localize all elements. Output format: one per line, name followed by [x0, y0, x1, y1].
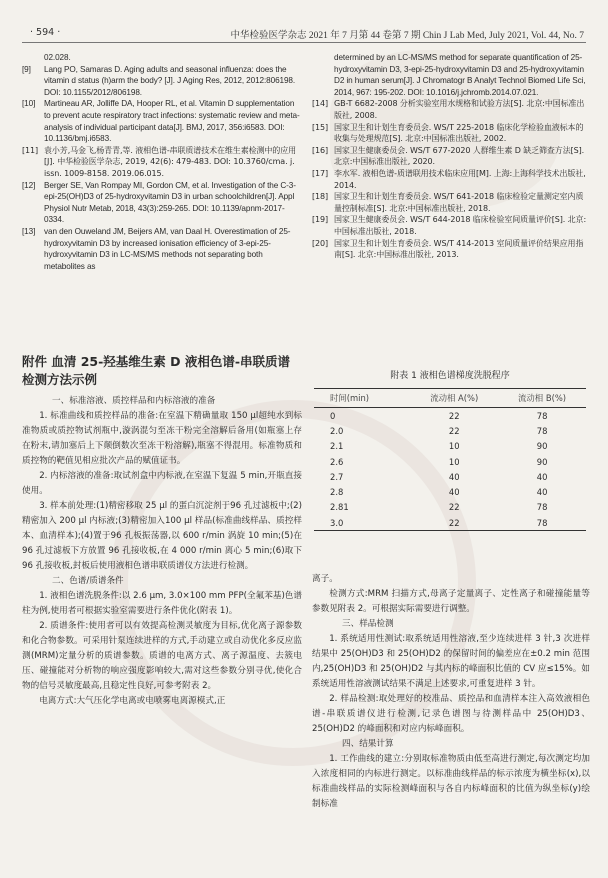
table-header-cell: 流动相 A(%) — [410, 389, 498, 408]
paragraph: 2. 内标溶液的准备:取试剂盒中内标液,在室温下复温 5 min,开瓶直接使用。 — [22, 471, 302, 496]
table-header-row — [314, 389, 586, 408]
table-row: 2.0 22 78 — [330, 425, 548, 436]
reference-item: [20] 国家卫生和计划生育委员会. WS/T 414-2013 室间质量评价结果应用指南[S]. 北京:中国标准出版社, 2013. — [312, 238, 584, 260]
paragraph: 2. 样品检测:取处理好的校准品、质控品和血清样本注入高效液相色谱-串联质谱仪进行检测,记录色谱图与待测样品中 25(OH)D3、25(OH)D2 的峰面积和对应内标峰面积。 — [312, 694, 590, 734]
table-row: 2.1 10 90 — [330, 441, 548, 452]
appendix-body — [22, 394, 302, 709]
reference-item: [17] 李水军. 液相色谱-质谱联用技术临床应用[M]. 上海:上海科学技术出版社, 2014. — [312, 168, 586, 190]
table-row: 2.81 22 78 — [330, 502, 548, 513]
reference-item: determined by an LC-MS/MS method for separate quantification of 25-hydroxyvitamin D3, 3-epi-25-hydroxyvitamin D3 and 25-hydroxyvitamin D2 in human serum[J]. J Chromatogr B Analyt Technol Biomed Life Sci, 2014, 967: 195-202. DOI: 10.1016/j.jchromb.2014.07.021. — [334, 53, 586, 97]
table-row: 2.6 10 90 — [330, 456, 548, 467]
reference-item: [11] 袁小芳,马金飞,杨青青,等. 液相色谱-串联质谱技术在维生素检测中的应用[J]. 中华检验医学杂志, 2019, 42(6): 479-483. DOI: 10.3760/cma. j. issn. 1009-8158. 2019.06.015. — [22, 145, 296, 178]
paragraph: 1. 标准曲线和质控样品的准备:在室温下精确量取 150 μl超纯水到标准物质或质控物试剂瓶中,漩涡混匀至冻干粉完全溶解后备用(如瓶塞上存在粉末,请加塞后上下颠倒数次至冻干粉溶解),瓶塞不得混用。标准物质和质控物的靶值见相应批次产品的赋值证书。 — [22, 411, 302, 466]
reference-item: [16] 国家卫生健康委员会. WS/T 677-2020 人群维生素 D 缺乏筛查方法[S]. 北京:中国标准出版社, 2020. — [312, 145, 585, 167]
appendix-title: 附件 血清 25-羟基维生素 D 液相色谱-串联质谱 检测方法示例 — [22, 354, 291, 387]
reference-item: [14] GB-T 6682-2008 分析实验室用水规格和试验方法[S]. 北京:中国标准出版社, 2008. — [312, 99, 585, 120]
section-heading: 三、样品检测 — [342, 619, 394, 629]
reference-item: [13] van den Ouweland JM, Beijers AM, van Daal H. Overestimation of 25-hydroxyvitamin D3 by increased ionisation efficiency of 3-epi-25-hydroxyvitamin D3 in LC-MS/MS methods not separating both metabolites as — [22, 226, 291, 271]
references-left — [22, 52, 300, 272]
section-heading: 一、标准溶液、质控样品和内标溶液的准备 — [52, 396, 216, 406]
table-title: 附表 1 液相色谱梯度洗脱程序 — [390, 371, 510, 381]
table-header-cell: 流动相 B(%) — [498, 389, 586, 408]
table-header-cell: 时间(min) — [314, 389, 410, 408]
section-heading: 四、结果计算 — [342, 739, 394, 749]
table-row: 2.8 40 40 — [330, 487, 548, 498]
gradient-table — [314, 388, 586, 531]
reference-item: [19] 国家卫生健康委员会. WS/T 644-2018 临床检验室间质量评价[S]. 北京:中国标准出版社, 2018. — [312, 215, 587, 236]
page-number: · 594 · — [30, 27, 61, 38]
paragraph: 3. 样本前处理:(1)精密移取 25 μl 的蛋白沉淀剂于96 孔过滤板中;(2)精密加入 200 μl 内标液;(3)精密加入100 μl 样品(标准曲线样品、质控样本、血清样本);(4)置于96 孔板振荡器,以 600 r/min 涡旋 10 min;(5)在 96 孔过滤板下方放置 96 孔接收板,在 4 000 r/min 离心 5 min;(6)取下96 孔接收板,封板后使用液相色谱串联质谱仪方法进行检测。 — [22, 501, 302, 571]
paragraph: 1. 工作曲线的建立:分别取标准物质由低至高进行测定,每次测定均加入浓度相同的内标进行测定。以标准曲线样品的标示浓度为横坐标(x),以标准曲线样品的实际检测峰面积与各自内标峰面积的比值为纵坐标(y)绘制标准 — [312, 754, 590, 809]
table-row: 0 22 78 — [330, 410, 548, 421]
reference-item: [10] Martineau AR, Jolliffe DA, Hooper RL, et al. Vitamin D supplementation to prevent acute respiratory tract infections: systematic review and meta-analysis of individual participant data[J]. BMJ, 2017, 356:i6583. DOI: 10.1136/bmj.i6583. — [22, 99, 300, 144]
paragraph: 2. 质谱条件:使用者可以有效提高检测灵敏度为目标,优化离子源参数和化合物参数。可采用针泵连续进样的方式,手动建立或自动优化多反应监测(MRM)定量分析的质谱参数。质谱的电离方式、离子源温度、去簇电压、碰撞能对分析物的响应强度影响较大,需对这些参数分别寻优,使化合物的信号灵敏度最高,且稳定性良好,可参考附表 2。 — [22, 621, 302, 691]
paragraph: 离子。 — [312, 574, 338, 584]
paragraph: 电离方式:大气压化学电离或电喷雾电离源模式,正 — [39, 696, 226, 706]
reference-item: [9] Lang PO, Samaras D. Aging adults and seasonal influenza: does the vitamin d status (h)arm the body? [J]. J Aging Res, 2012, 2012:806198. DOI: 10.1155/2012/806198. — [22, 64, 296, 97]
references-right — [312, 52, 588, 261]
table-row: 2.7 40 40 — [330, 471, 548, 482]
right-body — [312, 572, 590, 812]
page-header — [22, 24, 586, 43]
journal-title: 中华检验医学杂志 2021 年 7 月第 44 卷第 7 期 Chin J Lab Med, July 2021, Vol. 44, No. 7 — [230, 31, 584, 41]
reference-item: 02.028. — [44, 53, 71, 62]
paragraph: 检测方式:MRM 扫描方式,母离子定量离子、定性离子和碰撞能量等参数见附表 2。可根据实际需要进行调整。 — [312, 589, 590, 614]
reference-item: [15] 国家卫生和计划生育委员会. WS/T 225-2018 临床化学检验血液标本的收集与处理规范[S]. 北京:中国标准出版社, 2002. — [312, 122, 584, 144]
reference-item: [12] Berger SE, Van Rompay MI, Gordon CM, et al. Investigation of the C-3-epi-25(OH)D3 of 25-hydroxyvitamin D3 in urban schoolchildren[J]. Appl Physiol Nutr Metab, 2018, 43(3):259-265. DOI: 10.1139/apnm-2017-0334. — [22, 180, 296, 225]
section-heading: 二、色谱/质谱条件 — [52, 576, 124, 586]
reference-item: [18] 国家卫生和计划生育委员会. WS/T 641-2018 临床检验定量测定室内质量控制标准[S]. 北京:中国标准出版社, 2018. — [312, 192, 584, 213]
table-row: 3.0 22 78 — [314, 515, 586, 531]
paragraph: 1. 液相色谱洗脱条件:以 2.6 μm, 3.0×100 mm PFP(全氟苯基)色谱柱为例,使用者可根据实验室需要进行条件优化(附表 1)。 — [22, 591, 302, 616]
paragraph: 1. 系统适用性测试:取系统适用性溶液,至少连续进样 3 针,3 次进样结果中 25(OH)D3 和 25(OH)D2 的保留时间的偏差应在±0.2 min 范围内,25(OH)D3 和 25(OH)D2 与其内标的峰面积比值的 CV 应≤15%。如系统适用性溶液测试结果不满足上述要求,可重复进样 3 针。 — [312, 634, 590, 689]
